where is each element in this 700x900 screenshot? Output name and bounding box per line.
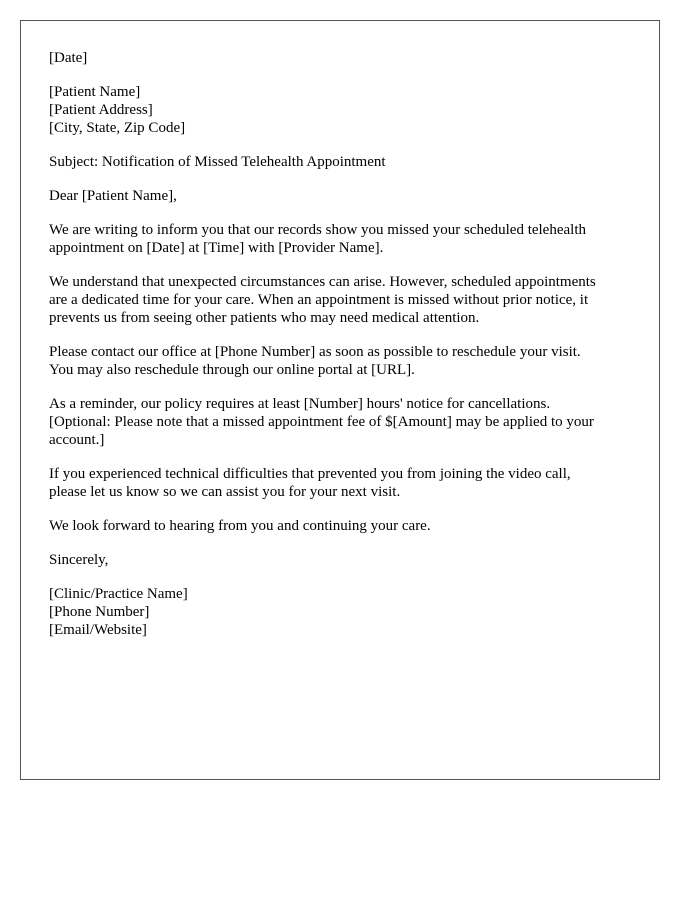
body-paragraph-policy [49,395,631,449]
paragraph-line: We are writing to inform you that our records show you missed your scheduled telehealth [49,222,586,238]
recipient-address: [Patient Address] [49,102,153,118]
recipient-name: [Patient Name] [49,84,141,100]
signature-phone: [Phone Number] [49,604,150,620]
signature-contact: [Email/Website] [49,622,147,638]
letter-date: [Date] [49,50,88,66]
paragraph-line: appointment on [Date] at [Time] with [Provider Name]. [49,240,384,256]
paragraph-line: are a dedicated time for your care. When an appointment is missed without prior notice, it [49,292,589,308]
body-paragraph-closing-remark [49,517,631,535]
paragraph-line: We understand that unexpected circumstances can arise. However, scheduled appointments [49,274,596,290]
subject-block [49,153,631,171]
salutation-block [49,187,631,205]
recipient-city-state-zip: [City, State, Zip Code] [49,120,186,136]
paragraph-line: We look forward to hearing from you and continuing your care. [49,518,431,534]
body-paragraph-circumstances [49,273,631,327]
paragraph-line: prevents us from seeing other patients who may need medical attention. [49,310,480,326]
letter-salutation: Dear [Patient Name], [49,188,177,204]
body-paragraph-technical [49,465,631,501]
body-paragraph-missed-appointment [49,221,631,257]
letter-page [20,20,660,780]
body-paragraph-contact [49,343,631,379]
paragraph-line: [Optional: Please note that a missed appointment fee of $[Amount] may be applied to your [49,414,594,430]
paragraph-line: please let us know so we can assist you for your next visit. [49,484,401,500]
letter-subject: Subject: Notification of Missed Telehealth Appointment [49,154,386,170]
paragraph-line: As a reminder, our policy requires at least [Number] hours' notice for cancellations. [49,396,551,412]
letter-closing: Sincerely, [49,552,109,568]
letter-date-block [49,49,631,67]
signature-clinic-name: [Clinic/Practice Name] [49,586,188,602]
paragraph-line: You may also reschedule through our online portal at [URL]. [49,362,415,378]
paragraph-line: If you experienced technical difficulties that prevented you from joining the video call, [49,466,571,482]
paragraph-line: account.] [49,432,105,448]
signature-block [49,585,631,639]
recipient-address-block [49,83,631,137]
paragraph-line: Please contact our office at [Phone Number] as soon as possible to reschedule your visit. [49,344,581,360]
closing-block [49,551,631,569]
